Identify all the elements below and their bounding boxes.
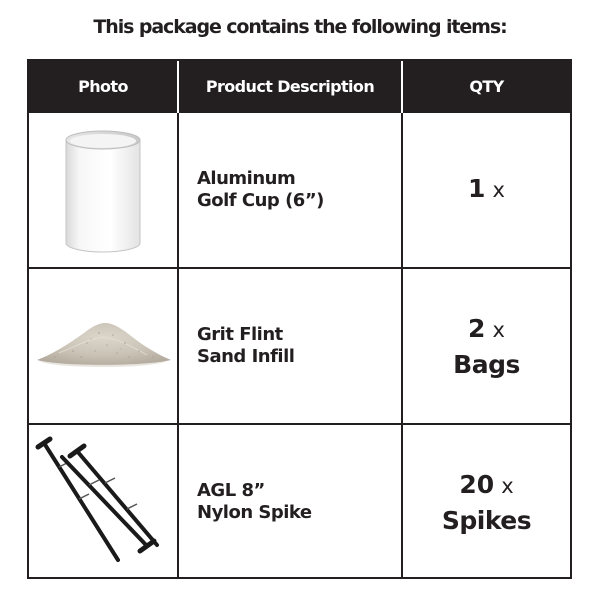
table-row-2-qty <box>403 269 570 423</box>
qty-number: 20 <box>459 469 495 499</box>
table-row-2-photo <box>29 269 177 423</box>
description-line: Golf Cup (6”) <box>197 190 324 211</box>
description-line: Sand Infill <box>197 346 295 367</box>
qty-multiplier: x <box>501 473 514 498</box>
qty-multiplier: x <box>492 317 505 342</box>
qty-value <box>459 468 513 505</box>
table-row-2-description <box>179 269 401 423</box>
qty-unit: Bags <box>453 349 520 379</box>
table-row-3-description <box>179 425 401 579</box>
qty-value <box>468 172 505 209</box>
qty-value <box>468 312 505 349</box>
items-table <box>27 59 572 579</box>
qty-number: 1 <box>468 173 486 203</box>
table-row-1-description <box>179 113 401 267</box>
table-row-3-photo <box>29 425 177 579</box>
column-header-photo: Photo <box>78 77 128 96</box>
description-line: AGL 8” <box>197 480 265 501</box>
sand-pile-icon <box>29 269 177 423</box>
table-row-1-qty <box>403 113 570 267</box>
nylon-spikes-icon <box>29 425 177 579</box>
description-line: Nylon Spike <box>197 502 312 523</box>
description-line: Grit Flint <box>197 324 283 345</box>
qty-multiplier: x <box>492 177 505 202</box>
page-heading: This package contains the following items: <box>93 16 507 38</box>
qty-unit: Spikes <box>441 505 532 535</box>
description-line: Aluminum <box>197 168 296 189</box>
table-row-3-qty <box>403 425 570 579</box>
column-header-qty: QTY <box>469 77 504 96</box>
column-header-description: Product Description <box>205 77 375 96</box>
table-row-1-photo <box>29 113 177 267</box>
golf-cup-icon <box>29 113 177 267</box>
table-header-row <box>29 61 570 113</box>
qty-number: 2 <box>468 313 486 343</box>
